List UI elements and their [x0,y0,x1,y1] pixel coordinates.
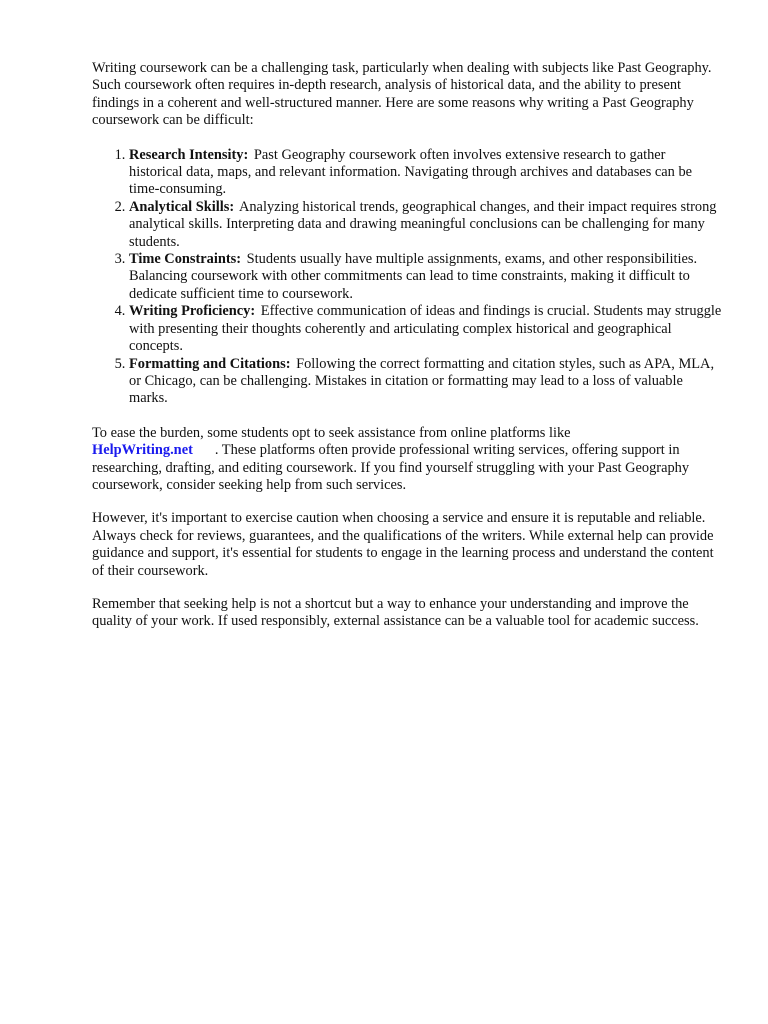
list-item-writing-proficiency [129,303,722,355]
list-item-term: Research Intensity: [129,146,249,163]
reasons-list [92,147,722,408]
list-item-text: Following the correct formatting and citation styles, such as APA, MLA, or Chicago, can be challenging. Mistakes in citation or formatting may lead to a loss of valuable marks. [129,355,715,407]
help-paragraph [92,425,722,495]
list-item-text: Effective communication of ideas and findings is crucial. Students may struggle with presenting their thoughts coherently and articulating complex historical and geographical concepts. [129,303,722,355]
list-item-time-constraints [129,251,722,303]
list-item-text: Students usually have multiple assignments, exams, and other responsibilities. Balancing coursework with other commitments can lead to time constraints, making it difficult to dedicate sufficient time to coursework. [129,251,698,302]
help-paragraph-tail: . These platforms often provide professional writing services, offering support in researching, drafting, and editing coursework. If you find yourself struggling with your Past Geography coursework, consider seeking help from such services. [92,442,690,493]
help-paragraph-lead: To ease the burden, some students opt to seek assistance from online platforms like [92,424,571,441]
list-item-research-intensity [129,147,722,199]
caution-paragraph: However, it's important to exercise caution when choosing a service and ensure it is reputable and reliable. Always check for reviews, guarantees, and the qualifications of the writers. While external help can provide guidance and support, it's essential for students to engage in the learning process and understand the content of their coursework. [92,510,714,579]
list-item-term: Writing Proficiency: [129,303,256,320]
intro-paragraph: Writing coursework can be a challenging task, particularly when dealing with subjects like Past Geography. Such coursework often requires in-depth research, analysis of historical data, and the ability to present findings in a coherent and well-structured manner. Here are some reasons why writing a Past Geography coursework can be difficult: [92,60,712,129]
list-item-term: Formatting and Citations: [129,355,291,372]
document-page [92,60,722,647]
list-item-text: Analyzing historical trends, geographical changes, and their impact requires strong analytical skills. Interpreting data and drawing meaningful conclusions can be challenging for many students. [129,198,717,250]
list-item-text: Past Geography coursework often involves extensive research to gather historical data, maps, and relevant information. Navigating through archives and databases can be time-consuming. [129,146,693,198]
list-item-term: Analytical Skills: [129,198,235,215]
closing-paragraph: Remember that seeking help is not a shortcut but a way to enhance your understanding and improve the quality of your work. If used responsibly, external assistance can be a valuable tool for academic success. [92,595,699,630]
list-item-formatting-citations [129,356,722,408]
list-item-term: Time Constraints: [129,251,242,268]
helpwriting-link[interactable]: HelpWriting.net [92,442,193,459]
list-item-analytical-skills [129,199,722,251]
